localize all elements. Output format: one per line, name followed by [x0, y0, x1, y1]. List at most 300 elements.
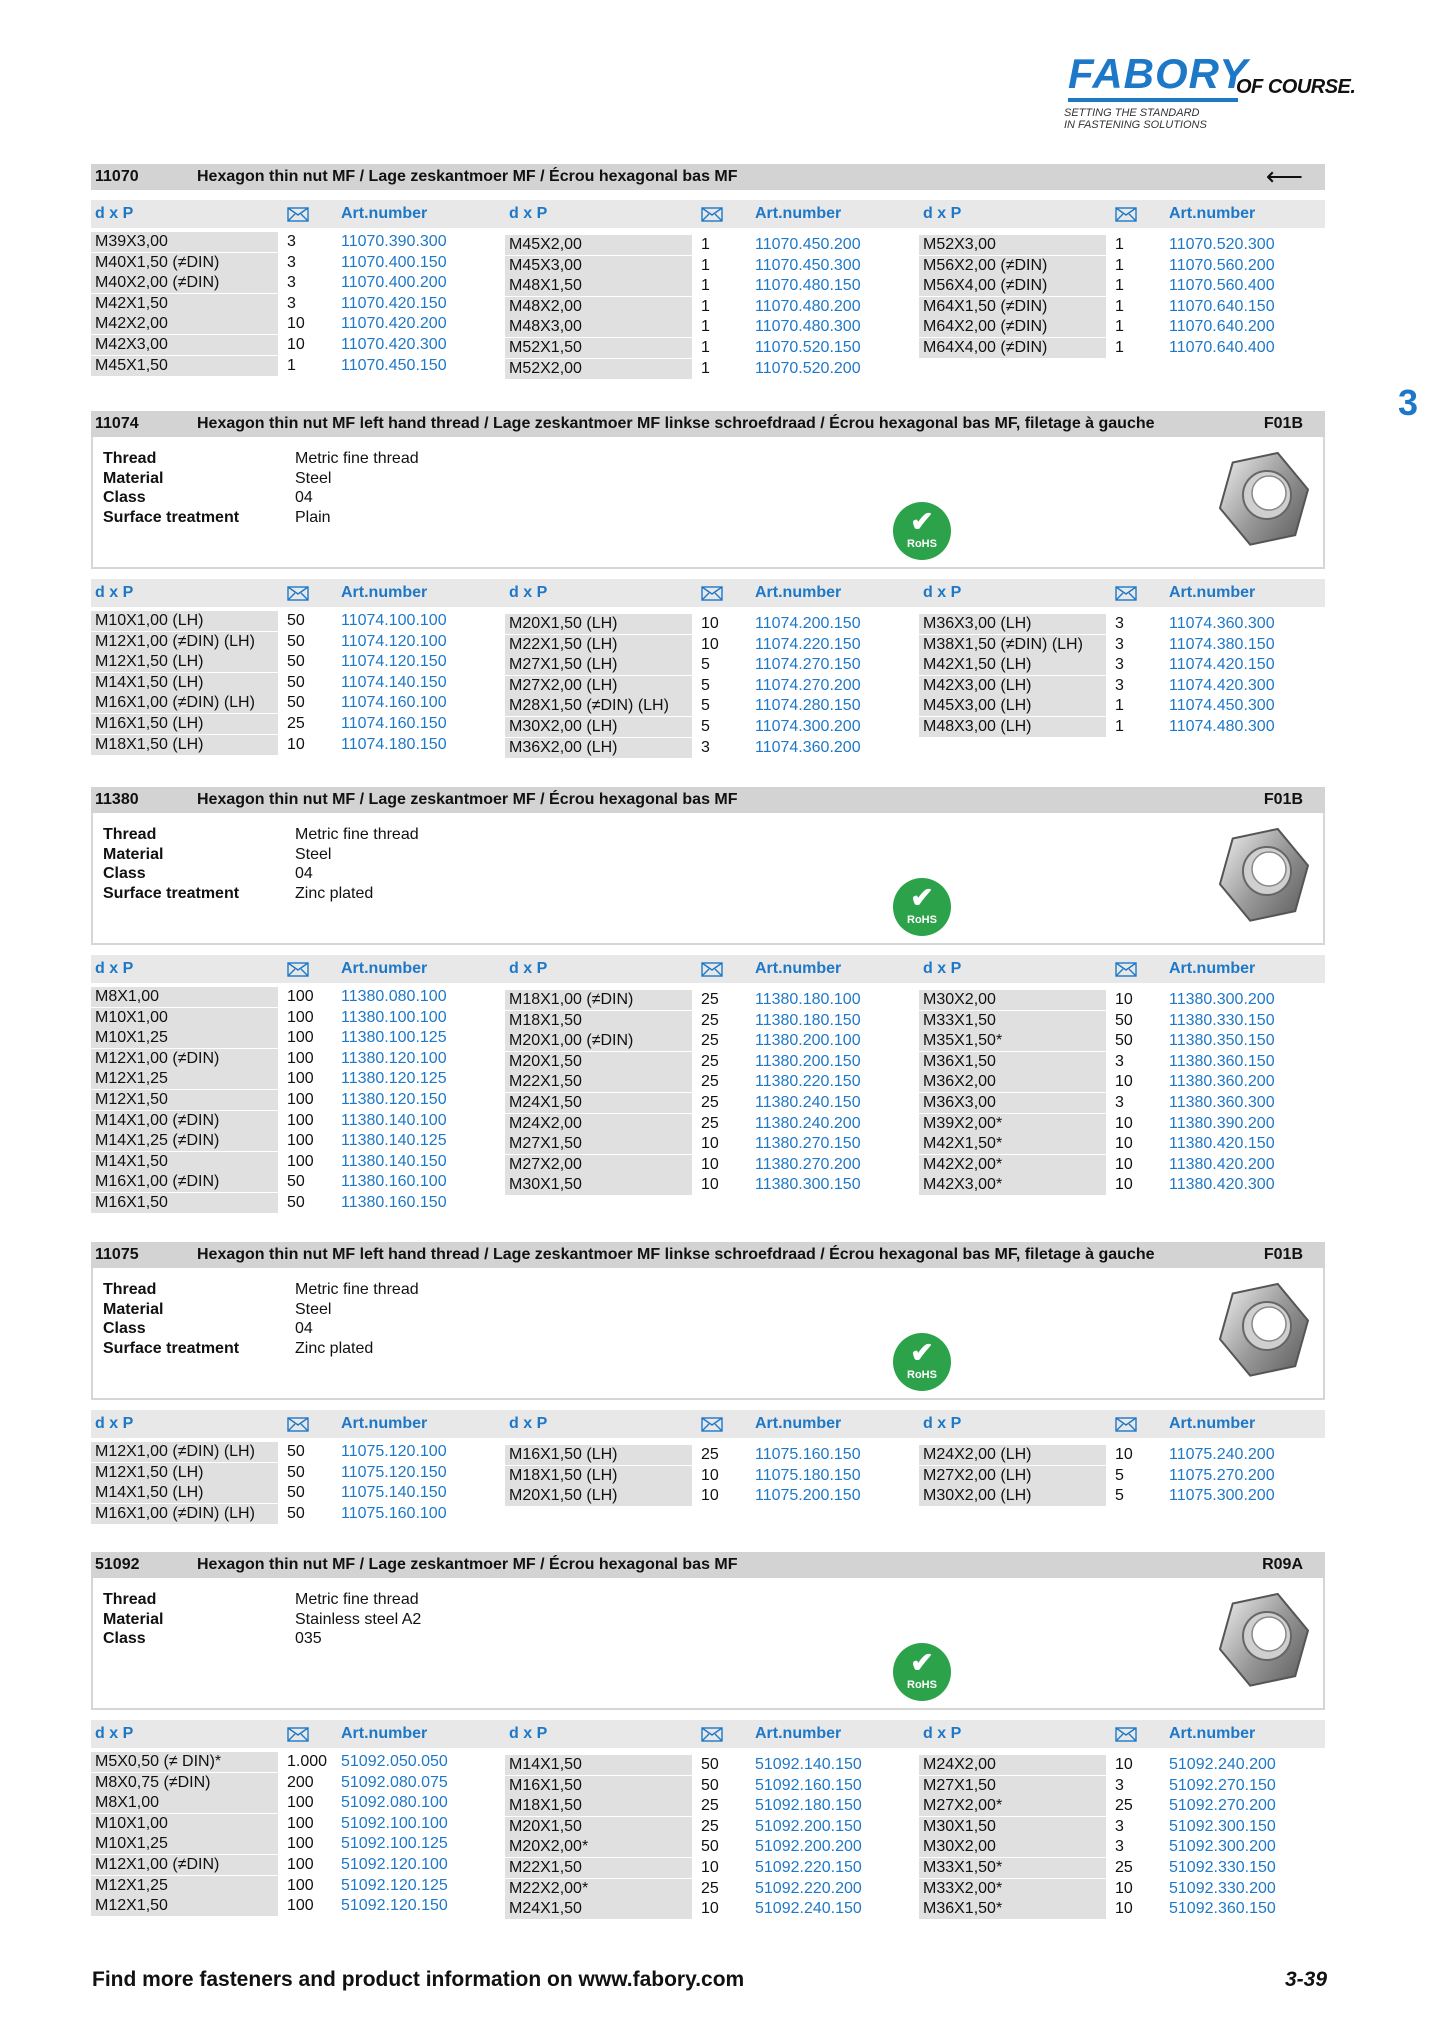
article-number-link[interactable]: 11070.450.150	[341, 356, 447, 374]
article-number-link[interactable]: 11380.140.150	[341, 1152, 447, 1170]
column-header-art-number: Art.number	[755, 960, 842, 977]
hex-nut-image	[1213, 1590, 1313, 1690]
quantity-cell: 10	[1115, 1073, 1133, 1091]
rohs-label: RoHS	[907, 538, 937, 550]
quantity-cell: 100	[287, 1008, 314, 1026]
quantity-cell: 10	[701, 1155, 719, 1173]
quantity-cell: 1	[701, 277, 710, 295]
article-number-link[interactable]: 11074.120.100	[341, 632, 447, 650]
article-number-link[interactable]: 11380.240.200	[755, 1114, 861, 1132]
envelope-icon	[1115, 207, 1137, 222]
column-header-row	[91, 200, 1325, 228]
column-header-dxp: d x P	[95, 584, 134, 601]
article-number-link[interactable]: 11074.380.150	[1169, 635, 1275, 653]
column-header-art-number: Art.number	[1169, 1725, 1256, 1742]
article-number-link[interactable]: 51092.200.150	[755, 1817, 862, 1835]
article-number-link[interactable]: 11380.200.100	[755, 1032, 861, 1050]
size-cell: M52X1,50	[505, 338, 692, 358]
article-number-link[interactable]: 11074.450.300	[1169, 697, 1275, 715]
article-number-link[interactable]: 11075.240.200	[1169, 1446, 1275, 1463]
spec-value: Zinc plated	[295, 884, 374, 902]
article-number-link[interactable]: 11070.480.300	[755, 318, 861, 336]
article-number-link[interactable]: 11380.100.100	[341, 1008, 447, 1026]
size-cell: M18X1,50	[505, 1011, 692, 1031]
article-number-link[interactable]: 51092.300.150	[1169, 1817, 1276, 1835]
size-cell: M12X1,25	[91, 1876, 278, 1896]
chapter-tab: 3	[1398, 382, 1419, 423]
envelope-icon	[701, 1417, 723, 1432]
spec-box	[91, 1578, 1325, 1710]
article-number-link[interactable]: 11380.080.100	[341, 988, 447, 1005]
quantity-cell: 100	[287, 1132, 314, 1150]
article-number-link[interactable]: 11070.640.150	[1169, 297, 1275, 315]
article-number-link[interactable]: 11074.360.200	[755, 738, 861, 756]
quantity-cell: 25	[701, 1094, 719, 1111]
quantity-cell: 10	[287, 315, 305, 333]
article-number-link[interactable]: 51092.100.100	[341, 1814, 448, 1832]
article-number-link[interactable]: 11075.180.150	[755, 1466, 861, 1484]
size-cell: M20X1,50	[505, 1817, 692, 1837]
quantity-cell: 50	[701, 1776, 719, 1794]
article-number-link[interactable]: 51092.270.150	[1169, 1776, 1276, 1794]
size-cell: M28X1,50 (≠DIN) (LH)	[505, 696, 692, 716]
article-number-link[interactable]: 11380.120.125	[341, 1070, 447, 1088]
size-cell: M42X2,00	[91, 314, 278, 334]
article-number-link[interactable]: 11380.100.125	[341, 1029, 447, 1047]
quantity-cell: 1	[1115, 236, 1124, 253]
article-number-link[interactable]: 11070.480.150	[755, 277, 861, 295]
quantity-cell: 50	[287, 1463, 305, 1481]
article-number-link[interactable]: 11380.120.150	[341, 1091, 447, 1108]
envelope-icon	[287, 962, 309, 977]
article-number-link[interactable]: 11074.360.300	[1169, 615, 1275, 632]
logo-subline	[1064, 107, 1207, 131]
size-cell: M24X1,50	[505, 1093, 692, 1113]
spec-label: Thread	[103, 450, 157, 467]
quantity-cell: 100	[287, 1794, 314, 1812]
envelope-icon	[287, 1727, 309, 1742]
quantity-cell: 50	[287, 1443, 305, 1460]
quantity-cell: 25	[701, 1817, 719, 1835]
size-cell: M14X1,25 (≠DIN)	[91, 1131, 278, 1151]
article-number-link[interactable]: 51092.100.125	[341, 1835, 448, 1853]
size-cell: M24X2,00	[505, 1114, 692, 1134]
quantity-cell: 3	[1115, 1838, 1124, 1856]
size-cell: M12X1,00 (≠DIN)	[91, 1049, 278, 1069]
column-header-dxp: d x P	[923, 205, 962, 222]
quantity-cell: 25	[701, 1879, 719, 1897]
quantity-cell: 25	[701, 1052, 719, 1070]
article-number-link[interactable]: 51092.140.150	[755, 1756, 862, 1773]
column-header-art-number: Art.number	[341, 1415, 428, 1432]
quantity-cell: 100	[287, 1070, 314, 1088]
article-number-link[interactable]: 51092.180.150	[755, 1797, 862, 1815]
spec-label: Material	[103, 469, 164, 487]
article-number-link[interactable]: 11380.180.150	[755, 1011, 861, 1029]
envelope-icon	[287, 1417, 309, 1432]
article-number-link[interactable]: 51092.220.150	[755, 1859, 862, 1876]
quantity-cell: 50	[1115, 1032, 1133, 1050]
envelope-icon	[287, 586, 309, 601]
article-number-link[interactable]: 51092.050.050	[341, 1753, 448, 1770]
quantity-cell: 1	[1115, 718, 1124, 735]
article-number-link[interactable]: 11380.300.150	[755, 1176, 861, 1194]
quantity-cell: 1	[701, 297, 710, 315]
quantity-cell: 10	[1115, 1879, 1133, 1897]
article-number-link[interactable]: 11074.420.300	[1169, 676, 1275, 694]
article-number-link[interactable]: 11074.200.150	[755, 615, 861, 632]
article-number-link[interactable]: 11070.420.300	[341, 336, 447, 353]
envelope-icon	[701, 1727, 723, 1742]
size-cell: M12X1,25	[91, 1069, 278, 1089]
footer-text[interactable]: Find more fasteners and product information on www.fabory.com	[92, 1968, 745, 1991]
size-cell: M10X1,00	[91, 1814, 278, 1834]
article-number-link[interactable]: 11074.180.150	[341, 735, 447, 753]
quantity-cell: 3	[287, 294, 296, 312]
article-number-link[interactable]: 51092.330.200	[1169, 1879, 1276, 1897]
article-number-link[interactable]: 11074.420.150	[1169, 656, 1275, 674]
rohs-badge	[893, 1333, 951, 1391]
check-icon: ✔	[910, 1647, 934, 1678]
article-number-link[interactable]: 51092.220.200	[755, 1879, 862, 1897]
article-number-link[interactable]: 11070.390.300	[341, 233, 447, 250]
column-header-art-number: Art.number	[1169, 205, 1256, 222]
article-number-link[interactable]: 11070.450.300	[755, 256, 861, 274]
column-header-dxp: d x P	[923, 1725, 962, 1742]
product-section-51092	[91, 1552, 1325, 1921]
quantity-cell: 50	[287, 694, 305, 712]
article-number-link[interactable]: 11070.640.400	[1169, 339, 1275, 356]
size-cell: M56X4,00 (≠DIN)	[919, 276, 1106, 296]
article-number-link[interactable]: 11074.160.100	[341, 694, 447, 712]
article-number-link[interactable]: 11380.220.150	[755, 1073, 861, 1091]
article-number-link[interactable]: 11380.140.100	[341, 1111, 447, 1129]
column-header-art-number: Art.number	[755, 1725, 842, 1742]
article-number-link[interactable]: 11380.300.200	[1169, 991, 1275, 1008]
size-cell: M16X1,00 (≠DIN)	[91, 1172, 278, 1192]
size-cell: M36X2,00	[919, 1072, 1106, 1092]
section-header	[91, 1242, 1325, 1268]
size-cell: M20X1,50 (LH)	[505, 614, 692, 634]
column-header-art-number: Art.number	[341, 584, 428, 601]
article-number-link[interactable]: 11074.480.300	[1169, 718, 1275, 735]
quantity-cell: 25	[1115, 1859, 1133, 1876]
size-cell: M27X1,50 (LH)	[505, 655, 692, 675]
product-section-11074	[91, 411, 1325, 759]
spec-label: Thread	[103, 1591, 157, 1608]
spec-value: Metric fine thread	[295, 1281, 419, 1298]
article-number-link[interactable]: 11075.120.100	[341, 1443, 447, 1460]
article-number-link[interactable]: 11070.400.200	[341, 274, 447, 292]
section-title: Hexagon thin nut MF / Lage zeskantmoer MF / Écrou hexagonal bas MF	[197, 1556, 738, 1573]
quantity-cell: 5	[701, 697, 710, 715]
section-header	[91, 787, 1325, 813]
article-number-link[interactable]: 51092.360.150	[1169, 1900, 1276, 1918]
article-number-link[interactable]: 51092.200.200	[755, 1838, 862, 1856]
envelope-icon	[701, 586, 723, 601]
column-header-art-number: Art.number	[341, 1725, 428, 1742]
column-header-dxp: d x P	[509, 205, 548, 222]
article-number-link[interactable]: 11075.160.100	[341, 1504, 447, 1522]
quantity-cell: 50	[287, 1194, 305, 1211]
size-cell: M18X1,50 (LH)	[91, 735, 278, 755]
size-cell: M42X3,00	[91, 335, 278, 355]
size-cell: M24X1,50	[505, 1899, 692, 1919]
quantity-cell: 10	[701, 1859, 719, 1876]
size-cell: M27X2,00 (LH)	[505, 676, 692, 696]
spec-value: Steel	[295, 1300, 332, 1318]
column-header-dxp: d x P	[95, 205, 134, 222]
article-number-link[interactable]: 11074.220.150	[755, 635, 861, 653]
quantity-cell: 100	[287, 1814, 314, 1832]
spec-label: Surface treatment	[103, 884, 240, 902]
quantity-cell: 50	[1115, 1011, 1133, 1029]
article-number-link[interactable]: 11074.140.150	[341, 673, 447, 691]
article-number-link[interactable]: 11070.480.200	[755, 297, 861, 315]
size-cell: M16X1,00 (≠DIN) (LH)	[91, 693, 278, 713]
quantity-cell: 1	[701, 339, 710, 356]
article-number-link[interactable]: 11380.420.150	[1169, 1135, 1275, 1153]
quantity-cell: 100	[287, 1029, 314, 1047]
size-cell: M40X1,50 (≠DIN)	[91, 253, 278, 273]
article-number-link[interactable]: 51092.120.150	[341, 1897, 448, 1915]
size-cell: M12X1,00 (≠DIN) (LH)	[91, 1442, 278, 1462]
logo-subline-1: SETTING THE STANDARD	[1064, 107, 1200, 119]
quantity-cell: 1	[701, 236, 710, 253]
quantity-cell: 50	[287, 673, 305, 691]
quantity-cell: 1	[1115, 256, 1124, 274]
spec-value: Steel	[295, 469, 332, 487]
section-header	[91, 161, 1325, 191]
section-title: Hexagon thin nut MF left hand thread / Lage zeskantmoer MF linkse schroefdraad / Écrou hexagonal bas MF, filetage à gauche	[197, 1246, 1155, 1263]
quantity-cell: 3	[287, 253, 296, 271]
spec-value: 04	[295, 865, 313, 882]
rohs-badge	[893, 878, 951, 936]
spec-label: Class	[103, 865, 146, 882]
quantity-cell: 100	[287, 1091, 314, 1108]
check-icon: ✔	[910, 882, 934, 913]
article-number-link[interactable]: 51092.240.200	[1169, 1756, 1276, 1773]
column-header-art-number: Art.number	[755, 205, 842, 222]
article-number-link[interactable]: 11070.450.200	[755, 236, 861, 253]
quantity-cell: 100	[287, 1835, 314, 1853]
article-number-link[interactable]: 11075.300.200	[1169, 1487, 1275, 1505]
article-number-link[interactable]: 11070.560.400	[1169, 277, 1275, 295]
article-number-link[interactable]: 11074.120.150	[341, 653, 447, 671]
size-cell: M30X2,00 (LH)	[505, 717, 692, 737]
spec-value: 04	[295, 489, 313, 506]
article-number-link[interactable]: 11380.330.150	[1169, 1011, 1275, 1029]
size-cell: M8X1,00	[91, 1793, 278, 1813]
section-title: Hexagon thin nut MF / Lage zeskantmoer MF / Écrou hexagonal bas MF	[197, 168, 738, 185]
article-number-link[interactable]: 11070.420.200	[341, 315, 447, 333]
article-number-link[interactable]: 11075.120.150	[341, 1463, 447, 1481]
quantity-cell: 10	[701, 1487, 719, 1505]
quantity-cell: 5	[1115, 1487, 1124, 1505]
quantity-cell: 100	[287, 1876, 314, 1894]
article-number-link[interactable]: 51092.330.150	[1169, 1859, 1276, 1876]
column-header-dxp: d x P	[509, 1415, 548, 1432]
quantity-cell: 10	[1115, 1114, 1133, 1132]
size-cell: M36X1,50	[919, 1052, 1106, 1072]
size-cell: M14X1,50 (LH)	[91, 1483, 278, 1503]
quantity-cell: 10	[1115, 991, 1133, 1008]
size-cell: M48X3,00 (LH)	[919, 717, 1106, 737]
size-cell: M12X1,50	[91, 1896, 278, 1916]
article-number-link[interactable]: 51092.240.150	[755, 1900, 862, 1918]
quantity-cell: 3	[1115, 1776, 1124, 1794]
quantity-cell: 1	[701, 318, 710, 336]
size-cell: M27X2,00*	[919, 1796, 1106, 1816]
article-number-link[interactable]: 11070.640.200	[1169, 318, 1275, 336]
article-number-link[interactable]: 11070.520.150	[755, 339, 861, 356]
quantity-cell: 1	[1115, 318, 1124, 336]
quantity-cell: 25	[701, 1114, 719, 1132]
article-number-link[interactable]: 51092.080.100	[341, 1794, 448, 1812]
logo-tagline: OF COURSE.	[1236, 76, 1356, 98]
article-number-link[interactable]: 11074.270.150	[755, 656, 861, 674]
article-number-link[interactable]: 51092.080.075	[341, 1773, 448, 1791]
size-cell: M42X1,50	[91, 294, 278, 314]
product-section-11075	[91, 1242, 1325, 1528]
quantity-cell: 25	[701, 1446, 719, 1463]
quantity-cell: 10	[1115, 1176, 1133, 1194]
article-number-link[interactable]: 51092.160.150	[755, 1776, 862, 1794]
column-header-dxp: d x P	[923, 1415, 962, 1432]
article-number-link[interactable]: 11380.360.300	[1169, 1094, 1275, 1111]
rohs-label: RoHS	[907, 914, 937, 926]
quantity-cell: 10	[701, 1466, 719, 1484]
quantity-cell: 5	[701, 676, 710, 694]
article-number-link[interactable]: 11380.160.100	[341, 1173, 447, 1191]
spec-value: Stainless steel A2	[295, 1610, 422, 1628]
article-number-link[interactable]: 11380.420.300	[1169, 1176, 1275, 1194]
quantity-cell: 10	[701, 615, 719, 632]
article-number-link[interactable]: 11070.400.150	[341, 253, 447, 271]
envelope-icon	[1115, 1727, 1137, 1742]
spec-value: Steel	[295, 845, 332, 863]
size-cell: M39X3,00	[91, 232, 278, 252]
article-number-link[interactable]: 51092.270.200	[1169, 1797, 1276, 1815]
quantity-cell: 50	[287, 1484, 305, 1502]
article-number-link[interactable]: 11070.520.300	[1169, 236, 1275, 253]
section-code: R09A	[1262, 1556, 1303, 1573]
article-number-link[interactable]: 11074.100.100	[341, 612, 447, 629]
spec-value: 04	[295, 1320, 313, 1337]
section-code: F01B	[1263, 791, 1303, 808]
size-cell: M16X1,50 (LH)	[91, 714, 278, 734]
column-header-row	[91, 579, 1325, 607]
rohs-badge	[893, 502, 951, 560]
article-number-link[interactable]: 11380.120.100	[341, 1049, 447, 1067]
column-header-dxp: d x P	[509, 960, 548, 977]
size-cell: M16X1,50 (LH)	[505, 1445, 692, 1465]
page-number: 3-39	[1284, 1968, 1327, 1991]
column-header-dxp: d x P	[95, 1415, 134, 1432]
article-number-link[interactable]: 11074.300.200	[755, 718, 861, 735]
spec-label: Material	[103, 845, 164, 863]
article-number-link[interactable]: 11380.360.150	[1169, 1052, 1275, 1070]
column-header-art-number: Art.number	[1169, 584, 1256, 601]
article-number-link[interactable]: 11075.140.150	[341, 1484, 447, 1502]
back-arrow-icon[interactable]: ⟵	[1265, 161, 1303, 191]
hex-nut-image	[1213, 825, 1313, 925]
size-cell: M36X3,00 (LH)	[919, 614, 1106, 634]
article-number-link[interactable]: 11380.350.150	[1169, 1032, 1275, 1050]
product-rows	[91, 607, 1325, 759]
quantity-cell: 1	[287, 356, 296, 374]
article-number-link[interactable]: 11380.240.150	[755, 1094, 861, 1111]
size-cell: M40X2,00 (≠DIN)	[91, 273, 278, 293]
column-header-row	[91, 1410, 1325, 1438]
quantity-cell: 1	[1115, 297, 1124, 315]
spec-label: Surface treatment	[103, 508, 240, 526]
size-cell: M33X2,00*	[919, 1879, 1106, 1899]
size-cell: M45X3,00 (LH)	[919, 696, 1106, 716]
article-number-link[interactable]: 51092.300.200	[1169, 1838, 1276, 1856]
quantity-cell: 1	[1115, 277, 1124, 295]
article-number-link[interactable]: 11075.160.150	[755, 1446, 861, 1463]
quantity-cell: 25	[701, 1797, 719, 1815]
quantity-cell: 25	[287, 715, 305, 732]
article-number-link[interactable]: 11075.200.150	[755, 1487, 861, 1505]
article-number-link[interactable]: 11380.180.100	[755, 991, 861, 1008]
quantity-cell: 3	[1115, 1052, 1124, 1070]
quantity-cell: 25	[1115, 1797, 1133, 1815]
size-cell: M18X1,50 (LH)	[505, 1466, 692, 1486]
article-group-number: 11075	[95, 1246, 139, 1263]
size-cell: M45X3,00	[505, 256, 692, 276]
article-number-link[interactable]: 11074.270.200	[755, 676, 861, 694]
article-number-link[interactable]: 11380.200.150	[755, 1052, 861, 1070]
size-cell: M45X1,50	[91, 356, 278, 376]
article-number-link[interactable]: 51092.120.125	[341, 1876, 448, 1894]
envelope-icon	[1115, 586, 1137, 601]
article-number-link[interactable]: 11070.420.150	[341, 294, 447, 312]
quantity-cell: 10	[701, 1176, 719, 1194]
article-number-link[interactable]: 11075.270.200	[1169, 1466, 1275, 1484]
size-cell: M5X0,50 (≠ DIN)*	[91, 1752, 278, 1772]
article-number-link[interactable]: 11380.360.200	[1169, 1073, 1275, 1091]
spec-value: Metric fine thread	[295, 826, 419, 843]
size-cell: M27X2,00	[505, 1155, 692, 1175]
size-cell: M48X3,00	[505, 317, 692, 337]
size-cell: M52X2,00	[505, 359, 692, 379]
logo-subline-2: IN FASTENING SOLUTIONS	[1064, 119, 1207, 131]
size-cell: M52X3,00	[919, 235, 1106, 255]
article-number-link[interactable]: 11380.420.200	[1169, 1155, 1275, 1173]
article-number-link[interactable]: 11070.520.200	[755, 359, 861, 377]
article-number-link[interactable]: 11380.270.200	[755, 1155, 861, 1173]
quantity-cell: 10	[1115, 1155, 1133, 1173]
size-cell: M33X1,50	[919, 1011, 1106, 1031]
article-number-link[interactable]: 11074.280.150	[755, 697, 861, 715]
size-cell: M14X1,00 (≠DIN)	[91, 1111, 278, 1131]
logo-brand: FABORY	[1068, 50, 1249, 97]
article-number-link[interactable]: 11070.560.200	[1169, 256, 1275, 274]
size-cell: M24X2,00	[919, 1755, 1106, 1775]
article-number-link[interactable]: 11380.160.150	[341, 1194, 447, 1211]
article-number-link[interactable]: 11380.390.200	[1169, 1114, 1275, 1132]
article-number-link[interactable]: 11074.160.150	[341, 715, 447, 732]
article-number-link[interactable]: 51092.120.100	[341, 1856, 448, 1873]
size-cell: M8X0,75 (≠DIN)	[91, 1773, 278, 1793]
quantity-cell: 100	[287, 1897, 314, 1915]
quantity-cell: 200	[287, 1773, 314, 1791]
article-number-link[interactable]: 11380.270.150	[755, 1135, 861, 1153]
article-number-link[interactable]: 11380.140.125	[341, 1132, 447, 1150]
column-header-art-number: Art.number	[341, 205, 428, 222]
